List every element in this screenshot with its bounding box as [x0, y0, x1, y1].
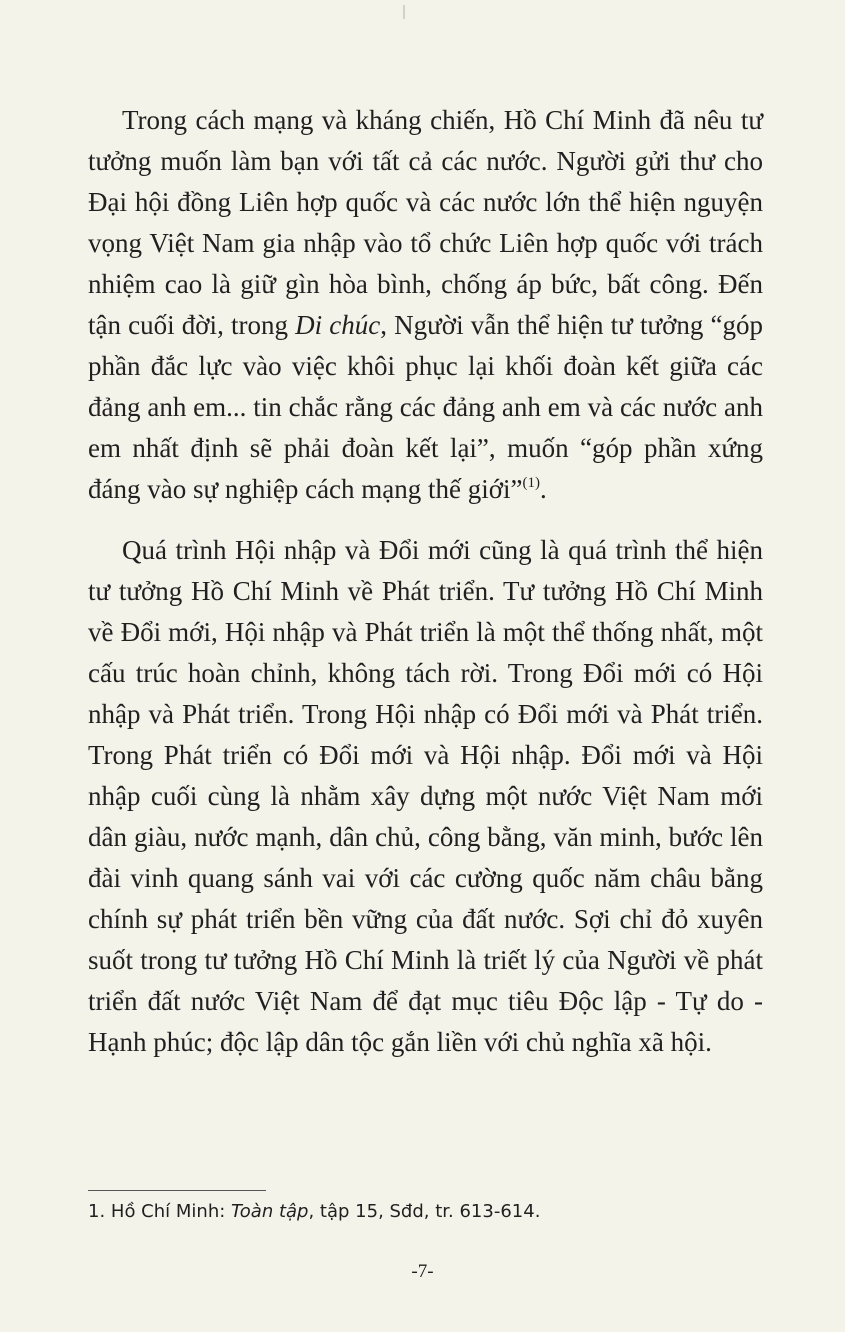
footnote — [88, 1199, 763, 1225]
page-number: -7- — [411, 1261, 434, 1282]
footnote-title: Toàn tập — [231, 1201, 309, 1222]
paragraph-1-italic-title: Di chúc — [295, 310, 381, 340]
footnote-details: , tập 15, Sđd, tr. 613-614. — [308, 1201, 541, 1222]
show-through-mark — [403, 5, 405, 19]
footnote-number: 1. — [88, 1201, 106, 1222]
footnote-reference: (1) — [522, 475, 541, 491]
paragraph-1-text: Trong cách mạng và kháng chiến, Hồ Chí Minh đã nêu tư tưởng muốn làm bạn với tất cả các nước. Người gửi thư cho Đại hội đồng Liên hợp quốc và các nước lớn thể hiện nguyện vọng Việt Nam gia nhập vào tổ chức Liên hợp quốc với trách nhiệm cao là giữ gìn hòa bình, chống áp bức, bất công. Đến tận cuối đời, trong — [88, 105, 763, 340]
footnote-author: Hồ Chí Minh: — [105, 1201, 232, 1222]
paragraph-2: Quá trình Hội nhập và Đổi mới cũng là quá trình thể hiện tư tưởng Hồ Chí Minh về Phát triển. Tư tưởng Hồ Chí Minh về Đổi mới, Hội nhập và Phát triển là một thể thống nhất, một cấu trúc hoàn chỉnh, không tách rời. Trong Đổi mới có Hội nhập và Phát triển. Trong Hội nhập có Đổi mới và Phát triển. Trong Phát triển có Đổi mới và Hội nhập. Đổi mới và Hội nhập cuối cùng là nhằm xây dựng một nước Việt Nam mới dân giàu, nước mạnh, dân chủ, công bằng, văn minh, bước lên đài vinh quang sánh vai với các cường quốc năm châu bằng chính sự phát triển bền vững của đất nước. Sợi chỉ đỏ xuyên suốt trong tư tưởng Hồ Chí Minh là triết lý của Người về phát triển đất nước Việt Nam để đạt mục tiêu Độc lập - Tự do - Hạnh phúc; độc lập dân tộc gắn liền với chủ nghĩa xã hội. — [88, 535, 763, 1057]
main-text — [88, 100, 763, 1063]
paragraph-1 — [88, 100, 763, 510]
footnote-divider — [88, 1190, 266, 1191]
paragraph-1-end: . — [540, 474, 547, 504]
paragraph-1-text-continued: , Người vẫn thể hiện tư tưởng “góp phần đắc lực vào việc khôi phục lại khối đoàn kết giữa các đảng anh em... tin chắc rằng các đảng anh em và các nước anh em nhất định sẽ phải đoàn kết lại”, muốn “góp phần xứng đáng vào sự nghiệp cách mạng thế giới” — [88, 310, 763, 504]
